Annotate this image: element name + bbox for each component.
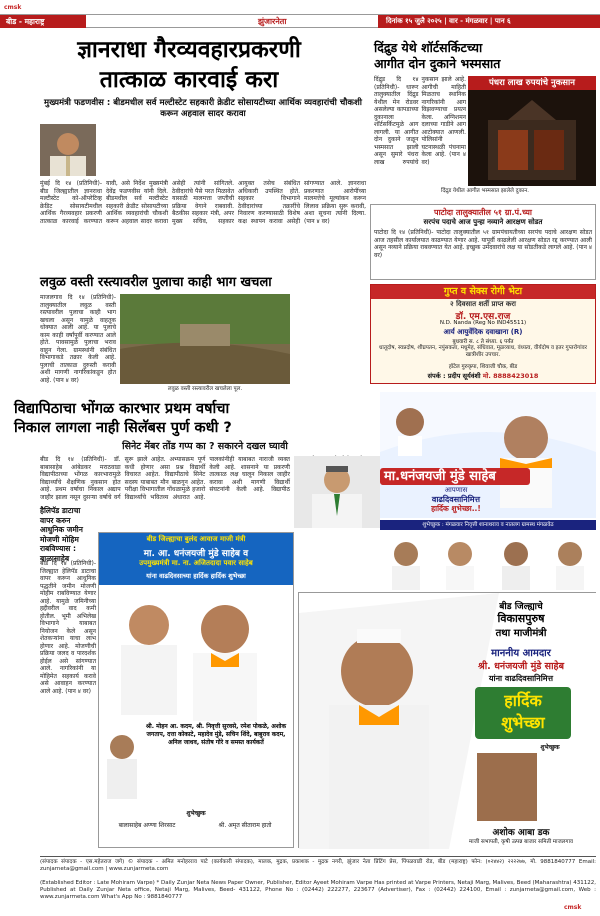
clinic-contact-row [371,371,595,380]
fire-subhead: पंधरा लाख रुपयांचे नुकसान [468,76,596,90]
cm-photo [40,124,96,176]
side-story-body: बीड दि १४ (प्रतिनिधी)- जिल्ह्यात हेलिपॅड डाटाचा वापर करून आधुनिक पद्धतीने जमीन मोजणी मोहीम राबविण्यात येणार आहे. यामुळे जमिनीच्या हद्दीवरील वाद कमी होतील. भूमी अभिलेख विभागाने याबाबत नियोजन केले असून शेतकऱ्यांना याचा लाभ होणार आहे. मोजणीची प्रक्रिया जलद व पारदर्शक होईल असे सांगण्यात आले. नागरिकांनी या मोहिमेत सहकार्य करावे असे आवाहन करण्यात आले आहे. (पान ४ वर) [40,560,96,695]
center-ad-banner-4: यांना वाढदिवसाच्या हार्दिक हार्दिक शुभेच्छा [146,572,246,580]
bridge-photo [120,294,290,384]
clinic-contact-label: संपर्क : [427,372,446,380]
fire-photo [468,76,596,186]
side-story-headline: हैलिपॅड डाटाचा वापर करुन आधुनिक जमीन मोजणी मोहिम राबविण्यास : बाळासाहेब [40,506,83,563]
footer-line1: (संपादक संपादक - एस.महेतराज जगे) © संपादक - अमित मनोहरराव पाटे (कार्यकारी संपादक), मालक, मुद्रक, प्रकाशक - मुद्रक नगरी, झुंजार नेता प्रिंटिंग प्रेस, पिंपळवाडी रोड, बीड (महाराष्ट्र) फोन: (०२४४२) २२२२७७, मो. 9881840777 Email: zunjarneta@gmail.com | www.zunjarmeta.com [40,856,596,878]
dhananjay-top-footer: शुभेच्छुक : मंगळवार निवृत्ती शानाथराव व नातलग ग्रामस्थ मंगळवेठ [380,520,596,530]
center-ad-banner [99,533,293,585]
bridge-headline: लवुळ वस्ती रस्त्यावरील पुलाचा काही भाग खचला [40,275,272,290]
center-ad [98,532,294,848]
univ-subhead: सिनेट मेंबर तोंड गप्प का ? सकारने दखल घ्यावी [122,441,288,452]
lead-subhead: मुख्यमंत्री फडणवीस : बीडमधील सर्व मल्टीस्टेट सहकारी क्रेडीट सोसायटीच्या आर्थिक व्यवहारांची चौकशी करून अहवाल सादर करावा [44,98,362,119]
footer-logo: cmsk [564,904,582,911]
univ-headline-1: विद्यापिठाचा भोंगळ कारभार प्रथम वर्षाचा [14,401,230,417]
dateline: दिनांक १५ जुलै २०२५ | वार - मंगळवार | पान ६ [378,15,600,28]
gram-box [370,204,596,280]
clinic-timing: बुधवारी स. ८ ते संध्या. ६ पर्यंत [452,339,514,345]
dhananjay-top-line2: वाढदिवसानिमित्त [431,495,481,504]
right-ad [298,592,596,848]
clinic-reg: N.D. Nanda (Reg No IND45511) [439,320,527,326]
clinic-address: हॉटेल गुरुकृपा, शिवाजी चौक, बीड [448,364,518,370]
lead-headline-1: ज्ञानराधा गैरव्यवहारप्रकरणी [77,37,301,63]
lead-headline-2: तात्काळ कारवाई करा [99,67,279,93]
dhananjay-top-name: मा.धनंजयजी मुंडे साहेब [380,468,530,485]
leaders-row [380,534,596,590]
clinic-center: आर्य आयुर्वेदिक दवाखाना (R) [443,328,523,336]
clinic-phone: मो. 8888423018 [482,372,539,380]
right-ad-greet-2: शुभेच्छा [501,713,545,732]
right-ad-l3: तथा माजीमंत्री [495,628,547,639]
right-ad-greet-box [475,687,571,739]
gram-body: पाटोदा दि १४ (प्रतिनिधी)- पाटोदा तालुक्यातील ५१ ग्रामपंचायतीच्या सरपंच पदाचे आरक्षण सोडत आज तहसील कार्यालयात काढण्यात येणार आहे. यापूर्वी काढलेली आरक्षण सोडत रद्द करण्यात आली असून नव्याने प्रक्रिया राबवण्यात येत आहे. इच्छुक उमेदवारांचे लक्ष या सोडतीकडे लागले आहे. (पान ४ वर) [374,229,592,259]
clinic-ad [370,284,596,384]
center-ad-banner-1: बीड जिल्ह्याचा बुलंद आवाज माजी मंत्री [146,535,246,543]
dhananjay-top-line3: हार्दिक शुभेच्छा..! [431,504,481,513]
fire-body: दिंद्रुड दि १४ (प्रतिनिधी)- धारूर तालुक्यातील दिंद्रुड येथील मेन रोडवर असलेल्या कापडाच्या दुकानाला शॉर्टसर्किटमुळे आग लागली. या आगीत दोन दुकाने जळून भस्मसात झाली असून सुमारे पंधरा लाख रुपयांचे नुकसान झाले आहे. आगीची माहिती मिळताच स्थानिक नागरिकांनी आग विझवण्याचा प्रयत्न केला. अग्निशमन दलाच्या गाडीने आग आटोक्यात आणली. पोलिसांनी घटनास्थळी पंचनामा केला आहे. (पान ४ वर) [374,76,466,166]
right-ad-l4: माननीय आमदार [491,648,551,659]
center-ad-sig-label: शुभेच्छुक [186,810,206,817]
bridge-body-2 [294,294,366,386]
univ-body: बीड दि १४ (प्रतिनिधी)- डॉ. बाबासाहेब आंबेडकर मराठवाडा विद्यापीठाच्या भोंगळ कारभारामुळे विद्यार्थ्यांचे शैक्षणिक नुकसान होत आहे. प्रथम वर्षाचा निकाल अद्याप जाहीर झाला नसून दुसऱ्या वर्षाचे वर्ग सुरू झाले आहेत. अभ्यासक्रम पूर्ण कधी होणार असा प्रश्न विद्यार्थी विचारत आहेत. विद्यापीठाचे सिनेट सदस्य याबाबत मौन बाळगून आहेत. परीक्षा विभागातील गोंधळामुळे हजारो विद्यार्थ्यांचे भवितव्य अंधारात आहे. पालकांनीही याबाबत नाराजी व्यक्त केली आहे. शासनाने या प्रकरणी तात्काळ लक्ष घालून निकाल जाहीर करावा अशी मागणी विद्यार्थी संघटनांनी केली आहे. विद्यापीठ [40,456,290,501]
ajit-photo [294,456,380,528]
dhananjay-ad-top [380,392,596,518]
bridge-caption: लवुळ वस्ती रस्त्यावरील खचलेला पूल. [167,386,243,392]
right-ad-l2: विकासपुरुष [497,612,545,625]
center-ad-sig-right: श्री. अमृत सीताराम हातो [218,822,272,829]
lead-body: मुंबई दि १४ (प्रतिनिधी)- बीड जिल्ह्यातील ज्ञानराधा मल्टीस्टेट को-ऑपरेटिव्ह क्रेडिट सोसायटीमधील आर्थिक गैरव्यवहार प्रकरणी तात्काळ कारवाई करण्यात यावी, असे निर्देश मुख्यमंत्री देवेंद्र फडणवीस यांनी दिले. बीडमधील सर्व मल्टीस्टेट सहकारी क्रेडीट सोसायटीच्या आर्थिक व्यवहारांची चौकशी करून अहवाल सादर करावा असेही त्यांनी सांगितले. ठेवीदारांचे पैसे परत मिळावेत यासाठी मालमत्ता जप्तीची प्रक्रिया वेगाने राबवावी. बैठकीस सहकार मंत्री, अपर मुख्य सचिव, सहकार आयुक्त तसेच संबंधित अधिकारी उपस्थित होते. सहकार विभागाने ठेवीदारांच्या तक्रारींचे निवारण करण्यासाठी विशेष कक्ष स्थापन करावा असेही सांगण्यात आले. ज्ञानराधा प्रकरणात आरोपींच्या मालमत्तेचे मूल्यांकन करून लिलाव प्रक्रिया सुरू करावी, अशा सूचना त्यांनी दिल्या. (पान ४ वर) [40,180,366,225]
center-ad-sig-left: बालासाहेब अण्णा शिरसाट [118,822,176,829]
clinic-title: गुप्त व सेक्स रोगी भेटा [371,285,595,299]
univ-headline-2: निकाल लागला नाही सिलॅबस पुर्ण कधी ? [14,420,232,436]
section-label: बीड - महाराष्ट्र [0,15,86,28]
fire-headline-1: दिंद्रुड येथे शॉर्टसर्किटच्या [374,40,483,55]
right-ad-from: शुभेच्छुक [540,744,560,751]
fire-caption: दिंद्रुड येथील आगीत भस्मसात झालेले दुकान. [440,188,530,194]
gram-headline: पाटोदा तालुक्यातील ५१ ग्रा.पं.च्या [434,208,532,217]
right-ad-l1: बीड जिल्ह्याचे [499,602,543,612]
right-ad-l6: यांना वाढदिवसानिमित्त [488,674,554,683]
gram-subhead: सरपंच पदाचे आज पुन्हा नव्याने आरक्षण सोडत [423,218,543,226]
center-ad-names: श्री. मोहन आ. कदम, श्री. निवृत्ती सुरवसे, रमेश पोकळे, अशोक जगताप, दत्ता कोकाटे, महादेव मुंडे, सचिन शिंदे, बाबुराव कदम, अनिल जाधव, संतोष गोरे व समस्त कार्यकर्ते [145,723,287,746]
bridge-body: माजलगाव दि १४ (प्रतिनिधी)- तालुक्यातील लवुळ वस्ती रस्त्यावरील पुलाचा काही भाग खचला असून यामुळे वाहतूक धोक्यात आली आहे. या पुलाचे काम काही वर्षांपूर्वी करण्यात आले होते. पावसामुळे पुलाचा भराव वाहून गेला. ग्रामस्थांनी संबंधित विभागाकडे तक्रार केली आहे. पुलाची तात्काळ दुरुस्ती करावी अशी मागणी नागरिकांकडून होत आहे. (पान ४ वर) [40,294,116,384]
clinic-subtitle: २ दिवसात शर्ती प्राप्त करा [450,300,516,308]
right-ad-greet-1: हार्दिक [504,691,542,710]
right-ad-sender-title: माजी सभापती, कृषी उत्पन्न बाजार समिती माजलगाव [469,839,573,845]
clinic-body: धातूदोष, स्वप्नदोष, शीघ्रपतन, नपुंसकता, मधुमेह, संधिवात, मूळव्याध, वंध्यत्व, वीर्यदोष व इतर गुप्तरोगांवर खात्रीशीर उपचार. [379,345,587,358]
center-ad-banner-3: उपमुख्यमंत्री मा. ना. अजितदादा पवार साहेब [139,559,253,567]
clinic-doctor: डॉ. एम.एस.राज [455,312,511,322]
clinic-contact-name: प्रदीप सूर्यवंशी [447,372,481,380]
dhananjay-top-line1: आपणास [444,486,468,494]
right-ad-sender: अशोक आबा डक [492,828,550,838]
right-ad-l5: श्री. धनंजयजी मुंडे साहेब [477,661,565,672]
masthead-logo: cmsk [4,4,22,11]
footer-line2: (Established Editor : Late Mohiram Varpe) * Daily Zunjar Neta News Paper Owner, Publisher, Editor Ayeet Mohiram Varpe Has printed at Varpe Printers, Netaji Marg, Malives, Beed (Maharashtra) 431122, Published at Daily Zunjar Neta office, Netaji Marg, Malives, Beed- 431122, Phone No : (02442) 222277, 223677 (Advertiser), Fax : (02442) 224100, Email : zunjarneta@gmail.com, Web : www.zunjarmeta.com What's App No : 9881840777 [40,880,596,900]
masthead-bar [0,14,600,28]
fire-headline-2: आगीत दोन दुकाने भस्मसात [374,56,501,71]
center-ad-banner-2: मा. आ. धनंजयजी मुंडे साहेब व [143,549,249,559]
paper-name: झुंजारनेता [258,17,287,26]
